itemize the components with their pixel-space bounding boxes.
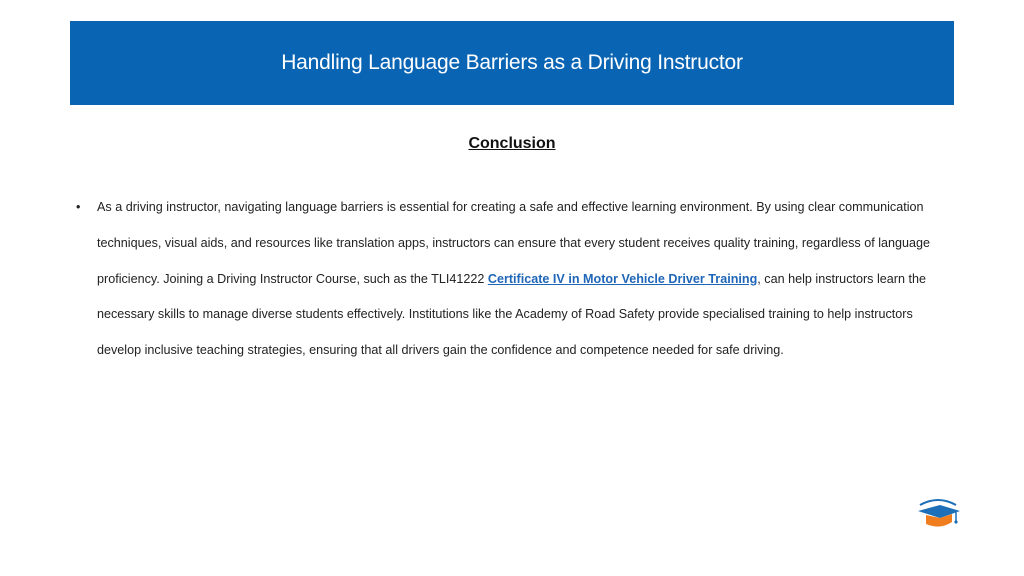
title-banner <box>70 21 954 105</box>
section-heading: Conclusion <box>468 135 556 152</box>
paragraph-text-end: , can help instructors learn the necessary skills to manage diverse students effectively. Institutions like the Academy of Road Safety provide specialised training to help instructors develop inclusive teaching strategies, ensuring that all drivers gain the confidence and competence needed for safe driving. <box>97 271 926 358</box>
bullet-marker: • <box>76 200 81 214</box>
graduation-cap-logo-icon <box>914 497 962 531</box>
slide-title: Handling Language Barriers as a Driving Instructor <box>281 51 743 74</box>
conclusion-paragraph <box>97 190 956 369</box>
certificate-iv-link[interactable]: Certificate IV in Motor Vehicle Driver Training <box>487 271 758 286</box>
paragraph-text-start: As a driving instructor, navigating language barriers is essential for creating a safe and effective learning environment. By using clear communication techniques, visual aids, and resources like translation apps, instructors can ensure that every student receives quality training, regardless of language proficiency. Joining a Driving Instructor Course, such as the TLI41222 <box>97 200 931 286</box>
bullet-list-item <box>76 190 956 369</box>
